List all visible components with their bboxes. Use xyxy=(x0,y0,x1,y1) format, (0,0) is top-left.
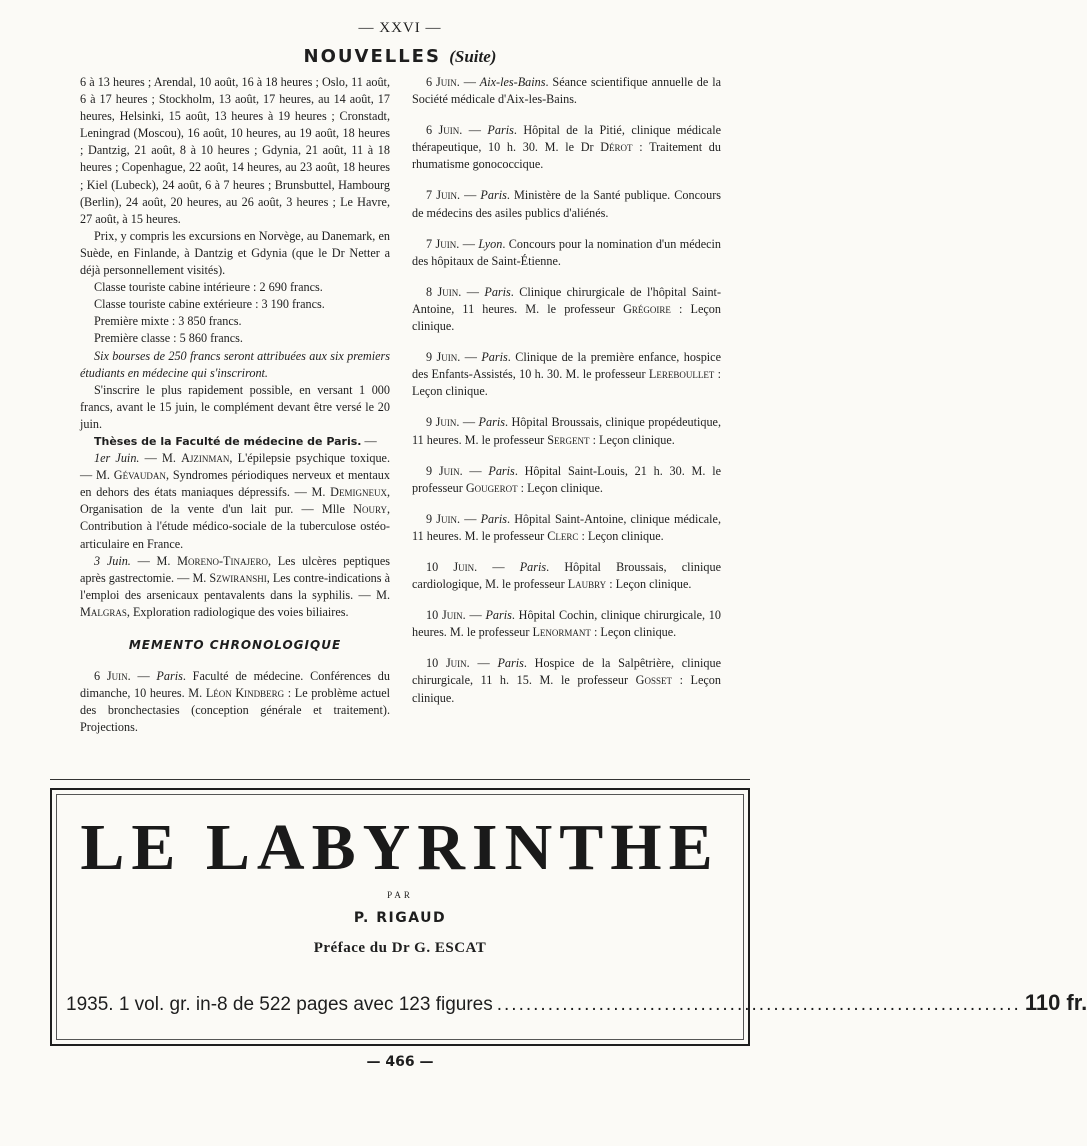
theses-june-3 xyxy=(80,553,390,621)
entry-text: . Hôpital Saint-Antoine, clinique médicale, 11 heures. M. le professeur xyxy=(412,511,722,543)
section-title-text: NOUVELLES xyxy=(303,46,441,67)
memento-right-entry xyxy=(412,74,721,108)
entry-text: . Séance scientifique annuelle de la Société médicale d'Aix-les-Bains. xyxy=(412,75,721,107)
thesis-author-6: Szwiranshi xyxy=(209,570,267,585)
entry-tail: : Leçon clinique. xyxy=(412,301,721,334)
entry-tail: : Traitement du rhumatisme gonococcique. xyxy=(412,140,721,172)
memento-right-entry xyxy=(412,463,721,497)
entry-city: Paris xyxy=(497,656,524,671)
thesis-text-3d: , Exploration radiologique des voies biliaires. xyxy=(126,604,349,619)
entry-dash: — xyxy=(469,656,498,671)
entry-text: . Concours pour la nomination d'un médecin des hôpitaux de Saint-Étienne. xyxy=(412,236,722,268)
entry-city: Lyon xyxy=(478,236,503,251)
thesis-author-7: Malgras xyxy=(80,604,127,619)
thesis-author-4: Noury xyxy=(353,502,387,517)
entry-name: Dérot xyxy=(600,140,633,155)
ad-book-title: LE LABYRINTHE xyxy=(80,811,720,884)
entry-date: 7 Juin. xyxy=(426,236,460,251)
entry-tail: : Leçon clinique. xyxy=(578,528,664,543)
entry-dash: — xyxy=(477,559,520,574)
entry-city: Paris xyxy=(487,123,514,138)
entry-tail: : Leçon clinique. xyxy=(606,577,692,592)
thesis-text-1b: , L'épilepsie psychique toxique. — M. xyxy=(80,451,391,483)
ad-leader-dots: ........................................................................ xyxy=(496,994,1021,1015)
thesis-text-1a: — M. xyxy=(139,451,182,466)
right-column xyxy=(412,74,721,721)
book-advertisement xyxy=(50,788,1087,1046)
entry-text: . Hôpital Cochin, clinique chirurgicale, 10 heures. M. le professeur xyxy=(412,608,721,640)
entry-date: 8 Juin. xyxy=(426,284,462,299)
entry-tail: : Leçon clinique. xyxy=(590,625,677,640)
entry-city: Paris xyxy=(480,188,507,203)
memento-city-1: Paris xyxy=(156,669,183,684)
ad-preface: Préface du Dr G. ESCAT xyxy=(313,940,487,956)
entry-date: 10 Juin. xyxy=(426,559,478,574)
entry-date: 9 Juin. xyxy=(426,463,463,478)
entry-name: Gougerot xyxy=(465,480,518,495)
thesis-text-3a: — M. xyxy=(130,553,178,568)
entry-dash: — xyxy=(460,350,482,365)
memento-date-1: 6 Juin. xyxy=(94,669,131,684)
memento-right-entry xyxy=(412,511,721,545)
section-title xyxy=(0,46,800,67)
thesis-text-3c: , Les contre-indications à l'emploi des arsenicaux pentavalents dans la syphilis. — M. xyxy=(80,570,390,602)
thesis-author-2: Gévaudan xyxy=(113,468,166,483)
memento-right-entry xyxy=(412,236,721,270)
entry-date: 9 Juin. xyxy=(426,415,460,430)
entry-dash: — xyxy=(460,188,481,203)
entry-name: Gosset xyxy=(635,673,672,688)
entry-name: Clerc xyxy=(547,528,579,543)
page-roman-numeral: — XXVI — xyxy=(358,20,442,36)
thesis-date-3: 3 Juin. xyxy=(94,553,131,568)
thesis-text-1c: , Syndromes périodiques nerveux et mentaux en dehors des états maniaques dépressifs. — M. xyxy=(80,468,390,500)
theses-heading-paragraph xyxy=(80,433,390,450)
entry-text: . Hôpital Broussais, clinique cardiologique, M. le professeur xyxy=(412,559,721,592)
entry-city: Aix-les-Bains xyxy=(479,75,546,89)
thesis-text-1d: , Organisation de la vente d'un lait pur. — Mlle xyxy=(80,485,390,517)
memento-heading: MEMENTO CHRONOLOGIQUE xyxy=(128,638,342,652)
entry-city: Paris xyxy=(485,608,512,623)
memento-tail-1: : Le problème actuel des bronchectasies (conception générale et traitement). Projections. xyxy=(80,686,390,735)
price-class-4: Première classe : 5 860 francs. xyxy=(94,331,243,346)
entry-text: . Clinique de la première enfance, hospice des Enfants-Assistés, 10 h. 30. M. le professeur xyxy=(412,350,721,382)
entry-dash: — xyxy=(459,236,479,251)
memento-name-1: Léon Kindberg xyxy=(205,686,285,701)
entry-name: Lereboullet xyxy=(648,367,715,382)
entry-city: Paris xyxy=(478,415,505,430)
memento-text-1: . Faculté de médecine. Conférences du dimanche, 10 heures. M. xyxy=(80,669,390,701)
entry-date: 10 Juin. xyxy=(426,608,466,623)
entry-dash: — xyxy=(465,608,486,623)
entry-name: Grégoire xyxy=(623,301,671,316)
memento-right-entry xyxy=(412,414,721,448)
price-class-1: Classe touriste cabine intérieure : 2 690 francs. xyxy=(94,280,323,295)
memento-right-entry xyxy=(412,559,721,593)
section-title-suite: (Suite) xyxy=(449,47,497,66)
memento-dash-1: — xyxy=(130,669,157,684)
ad-price: 110 fr. xyxy=(1024,990,1087,1015)
price-class-2: Classe touriste cabine extérieure : 3 190 francs. xyxy=(94,297,325,312)
bourses-paragraph: Six bourses de 250 francs seront attribuées aux six premiers étudiants en médecine qui s'inscriront. xyxy=(80,348,390,380)
entry-text: . Hôpital Broussais, clinique propédeutique, 11 heures. M. le professeur xyxy=(412,415,721,447)
memento-right-entry xyxy=(412,655,721,706)
entry-dash: — xyxy=(462,463,489,478)
entry-date: 9 Juin. xyxy=(426,350,461,365)
memento-right-entry xyxy=(412,122,721,173)
separator-rule xyxy=(50,779,750,780)
entry-dash: — xyxy=(460,511,481,526)
ad-details: 1935. 1 vol. gr. in-8 de 522 pages avec 123 figures xyxy=(66,994,493,1015)
page-number: — 466 — xyxy=(366,1054,434,1070)
entry-dash: — xyxy=(459,415,479,430)
theses-heading: Thèses de la Faculté de médecine de Paris. xyxy=(94,434,362,448)
prices-paragraph: Prix, y compris les excursions en Norvège, au Danemark, en Suède, en Finlande, à Dantzig et Gdynia (que le Dr Netter a déjà personnellement visités). xyxy=(80,228,390,278)
memento-right-entry xyxy=(412,187,721,221)
entry-text: . Hôpital Saint-Louis, 21 h. 30. M. le professeur xyxy=(412,463,721,495)
entry-name: Sergent xyxy=(547,432,590,447)
theses-dash: — xyxy=(361,433,377,448)
entry-dash: — xyxy=(461,284,485,299)
entry-text: . Ministère de la Santé publique. Concours de médecins des asiles publics d'aliénés. xyxy=(412,188,722,220)
thesis-date-1: 1er Juin. xyxy=(94,451,140,466)
entry-date: 9 Juin. xyxy=(426,511,461,526)
cruise-schedule-paragraph: 6 à 13 heures ; Arendal, 10 août, 16 à 18 heures ; Oslo, 11 août, 6 à 17 heures ; Stockholm, 13 août, 17 heures, au 14 août, 17 heures, Helsinki, 15 août, 13 heures à 19 heures ; Cronstadt, Leningrad (Moscou), 16 août, 10 heures, au 19 août, 18 heures ; Dantzig, 21 août, 8 à 10 heures ; Gdynia, 21 août, 11 à 18 heures ; Copenhague, 22 août, 14 heures, au 23 août, 18 heures ; Kiel (Lubeck), 24 août, 6 à 7 heures ; Brunsbuttel, Hambourg (Berlin), 24 août, 20 heures, au 26 août, 3 heures ; Le Havre, 27 août, à 15 heures. xyxy=(80,75,390,226)
memento-entry-1 xyxy=(80,668,390,736)
entry-city: Paris xyxy=(519,559,547,574)
entry-tail: : Leçon clinique. xyxy=(589,432,675,447)
memento-right-entry xyxy=(412,284,721,335)
inscription-paragraph: S'inscrire le plus rapidement possible, en versant 1 000 francs, avant le 15 juin, le complément devant être versé le 20 juin. xyxy=(80,382,390,431)
entry-text: . Clinique chirurgicale de l'hôpital Saint-Antoine, 11 heures. M. le professeur xyxy=(412,284,721,316)
ad-par-label: PAR xyxy=(387,890,413,900)
entry-date: 7 Juin. xyxy=(426,188,460,203)
ad-details-line xyxy=(66,990,1087,1016)
entry-date: 6 Juin. xyxy=(426,75,460,89)
entry-date: 10 Juin. xyxy=(426,656,470,671)
thesis-text-1e: , Contribution à l'étude médico-sociale de la tuberculose ostéo-articulaire en France. xyxy=(80,502,390,551)
theses-june-1 xyxy=(80,450,390,553)
entry-tail: : Leçon clinique. xyxy=(517,480,603,495)
thesis-author-5: Moreno-Tinajero xyxy=(177,553,268,568)
left-column xyxy=(80,74,390,736)
thesis-author-1: Ajzinman xyxy=(181,451,230,466)
entry-city: Paris xyxy=(481,350,508,365)
entry-city: Paris xyxy=(480,511,508,526)
entry-tail: : Leçon clinique. xyxy=(412,367,721,399)
thesis-text-3b: , Les ulcères peptiques après gastrectomie. — M. xyxy=(80,553,390,585)
ad-author: P. RIGAUD xyxy=(353,910,447,926)
entry-tail: : Leçon clinique. xyxy=(412,673,721,705)
entry-name: Laubry xyxy=(567,577,607,592)
entry-name: Lenormant xyxy=(532,625,591,640)
memento-right-entry xyxy=(412,349,721,400)
entry-dash: — xyxy=(462,123,488,138)
entry-date: 6 Juin. xyxy=(426,123,463,138)
entry-dash: — xyxy=(459,75,480,89)
thesis-author-3: Demigneux xyxy=(330,485,387,500)
entry-text: . Hospice de la Salpêtrière, clinique chirurgicale, 11 h. 15. M. le professeur xyxy=(412,656,722,688)
price-class-3: Première mixte : 3 850 francs. xyxy=(94,314,242,329)
entry-city: Paris xyxy=(484,284,511,299)
memento-right-entry xyxy=(412,607,721,641)
entry-text: . Hôpital de la Pitié, clinique médicale thérapeutique, 10 h. 30. M. le Dr xyxy=(412,123,721,155)
entry-city: Paris xyxy=(488,463,515,478)
